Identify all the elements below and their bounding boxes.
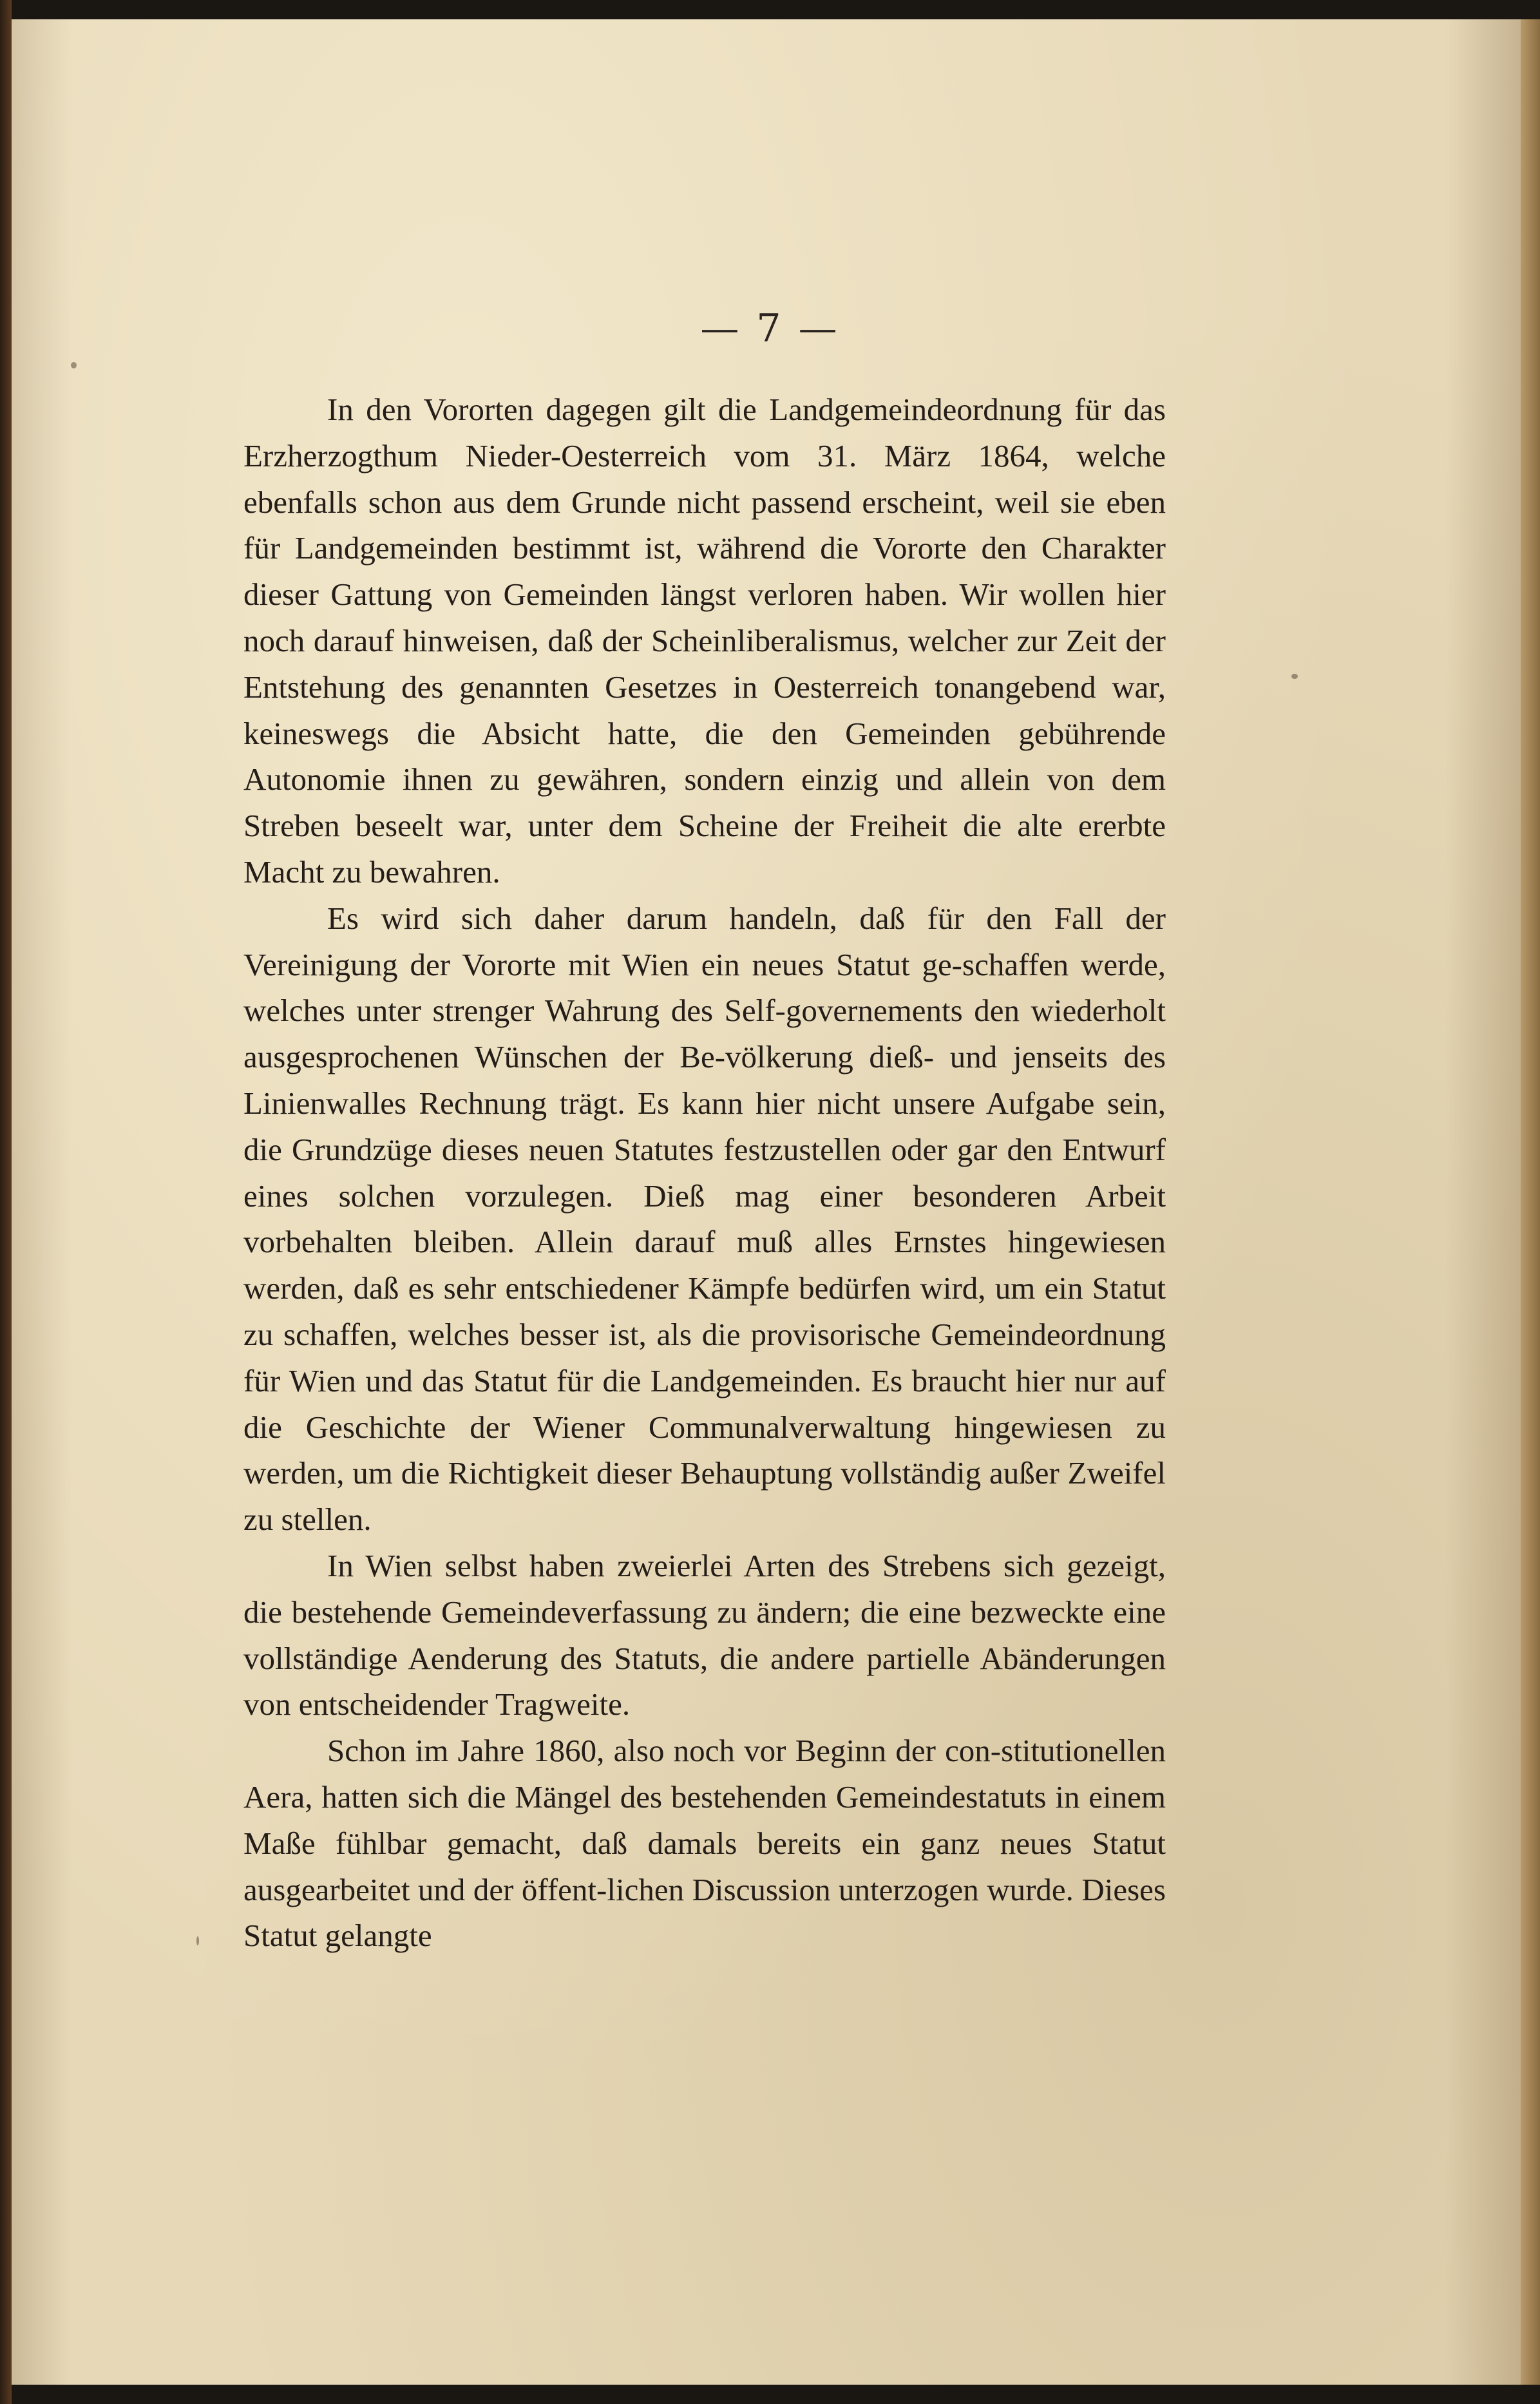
paper-speck (71, 362, 77, 368)
paragraph: In den Vororten dagegen gilt die Landgemeindeordnung für das Erzherzogthum Nieder-Oesterreich vom 31. März 1864, welche ebenfalls schon aus dem Grunde nicht passend erscheint, weil sie eben für Landgemeinden bestimmt ist, während die Vororte den Charakter dieser Gattung von Gemeinden längst verloren haben. Wir wollen hier noch darauf hinweisen, daß der Scheinliberalismus, welcher zur Zeit der Entstehung des genannten Gesetzes in Oesterreich tonangebend war, keineswegs die Absicht hatte, die den Gemeinden gebührende Autonomie ihnen zu gewähren, sondern einzig und allein von dem Streben beseelt war, unter dem Scheine der Freiheit die alte ererbte Macht zu bewahren. (243, 392, 1166, 890)
paragraph: In Wien selbst haben zweierlei Arten des Strebens sich gezeigt, die bestehende Gemeindeverfassung zu ändern; die eine bezweckte eine vollständige Aenderung des Statuts, die andere partielle Abänderungen von entscheidender Tragweite. (243, 1547, 1166, 1722)
body-text (243, 386, 1166, 1959)
page-edge-shadow (1521, 19, 1540, 2385)
page-number: — 7 — (700, 306, 840, 351)
paper-speck (196, 1936, 199, 1945)
paper-speck (1291, 674, 1298, 679)
book-spine-edge (0, 0, 12, 2404)
paragraph: Es wird sich daher darum handeln, daß für den Fall der Vereinigung der Vororte mit Wien ein neues Statut ge-schaffen werde, welches unter strenger Wahrung des Self-governements den wiederholt ausgesprochenen Wünschen der Be-völkerung dieß- und jenseits des Linienwalles Rechnung trägt. Es kann hier nicht unsere Aufgabe sein, die Grundzüge dieses neuen Statutes festzustellen oder gar den Entwurf eines solchen vorzulegen. Dieß mag einer besonderen Arbeit vorbehalten bleiben. Allein darauf muß alles Ernstes hingewiesen werden, daß es sehr entschiedener Kämpfe bedürfen wird, um ein Statut zu schaffen, welches besser ist, als die provisorische Gemeindeordnung für Wien und das Statut für die Landgemeinden. Es braucht hier nur auf die Geschichte der Wiener Communalverwaltung hingewiesen zu werden, um die Richtigkeit dieser Behauptung vollständig außer Zweifel zu stellen. (243, 900, 1166, 1538)
paragraph: Schon im Jahre 1860, also noch vor Beginn der con-stitutionellen Aera, hatten sich die Mängel des bestehenden Gemeindestatuts in einem Maße fühlbar gemacht, daß damals bereits ein ganz neues Statut ausgearbeitet und der öffent-lichen Discussion unterzogen wurde. Dieses Statut gelangte (243, 1733, 1166, 1954)
